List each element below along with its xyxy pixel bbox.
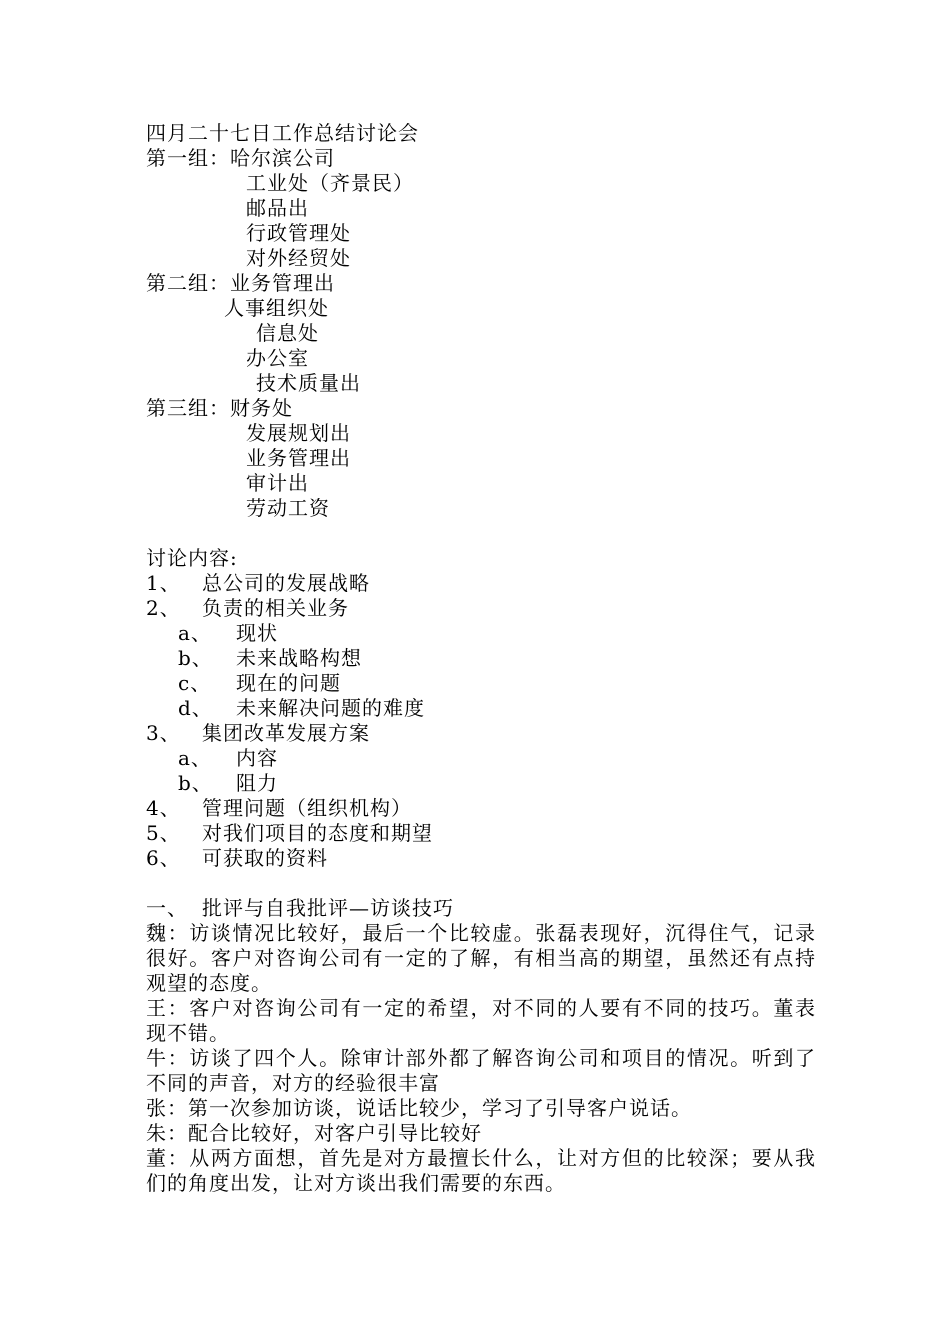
discussion-item: [146, 721, 816, 746]
comment-paragraph: 牛：访谈了四个人。除审计部外都了解咨询公司和项目的情况。听到了不同的声音，对方的经验很丰富: [146, 1046, 816, 1095]
item-text: 集团改革发展方案: [202, 721, 370, 745]
spacer: [146, 521, 816, 546]
discussion-item: [146, 596, 816, 621]
item-number: 1、: [146, 571, 181, 595]
document-title: 四月二十七日工作总结讨论会: [146, 121, 419, 145]
section-title: 批评与自我批评—访谈技巧: [202, 896, 454, 920]
group-1-member: 工业处（齐景民）: [246, 171, 414, 195]
group-2-member: 人事组织处: [224, 296, 329, 320]
item-text: 总公司的发展战略: [202, 571, 370, 595]
item-text: 可获取的资料: [202, 846, 328, 870]
group-3-member: 审计出: [246, 471, 309, 495]
item-number: 6、: [146, 846, 181, 870]
discussion-subitem: [146, 771, 816, 796]
discussion-item: [146, 846, 816, 871]
subitem-letter: d、: [178, 696, 213, 720]
subitem-letter: b、: [178, 646, 213, 670]
document-page: [146, 121, 816, 1196]
item-number: 2、: [146, 596, 181, 620]
group-2-member: 信息处: [256, 321, 319, 345]
comment-paragraph: 张：第一次参加访谈，说话比较少，学习了引导客户说话。: [146, 1096, 692, 1120]
group-3-member: 劳动工资: [246, 496, 330, 520]
section-number: 一、: [146, 896, 188, 920]
subitem-text: 现状: [236, 621, 278, 645]
group-1-member: 行政管理处: [246, 221, 351, 245]
group-2-member: 办公室: [246, 346, 309, 370]
subitem-text: 现在的问题: [236, 671, 341, 695]
subitem-letter: a、: [178, 621, 212, 645]
discussion-subitem: [146, 746, 816, 771]
subitem-letter: c、: [178, 671, 212, 695]
comment-paragraph: 王：客户对咨询公司有一定的希望，对不同的人要有不同的技巧。董表现不错。: [146, 996, 816, 1045]
discussion-subitem: [146, 671, 816, 696]
item-text: 负责的相关业务: [202, 596, 349, 620]
item-text: 管理问题（组织机构）: [202, 796, 412, 820]
group-3-member: 发展规划出: [246, 421, 351, 445]
discussion-heading: 讨论内容:: [146, 546, 238, 570]
item-number: 5、: [146, 821, 181, 845]
discussion-item: [146, 571, 816, 596]
section-heading: [146, 896, 816, 921]
discussion-subitem: [146, 646, 816, 671]
group-1-label: 第一组：哈尔滨公司: [146, 146, 335, 170]
subitem-text: 内容: [236, 746, 278, 770]
comment-paragraph: 董：从两方面想，首先是对方最擅长什么，让对方但的比较深；要从我们的角度出发，让对方谈出我们需要的东西。: [146, 1146, 816, 1195]
discussion-subitem: [146, 621, 816, 646]
item-number: 4、: [146, 796, 181, 820]
group-2-label: 第二组：业务管理出: [146, 271, 335, 295]
comment-paragraph: 魏：访谈情况比较好，最后一个比较虚。张磊表现好，沉得住气，记录很好。客户对咨询公司有一定的了解，有相当高的期望，虽然还有点持观望的态度。: [146, 921, 816, 995]
item-text: 对我们项目的态度和期望: [202, 821, 433, 845]
comment-paragraph: 朱：配合比较好，对客户引导比较好: [146, 1121, 482, 1145]
discussion-item: [146, 796, 816, 821]
subitem-text: 未来战略构想: [236, 646, 362, 670]
group-1-member: 对外经贸处: [246, 246, 351, 270]
discussion-item: [146, 821, 816, 846]
group-3-label: 第三组：财务处: [146, 396, 293, 420]
subitem-text: 未来解决问题的难度: [236, 696, 425, 720]
subitem-letter: a、: [178, 746, 212, 770]
discussion-subitem: [146, 696, 816, 721]
subitem-text: 阻力: [236, 771, 278, 795]
spacer: [146, 871, 816, 896]
group-1-member: 邮品出: [246, 196, 309, 220]
group-3-member: 业务管理出: [246, 446, 351, 470]
item-number: 3、: [146, 721, 181, 745]
subitem-letter: b、: [178, 771, 213, 795]
group-2-member: 技术质量出: [256, 371, 361, 395]
